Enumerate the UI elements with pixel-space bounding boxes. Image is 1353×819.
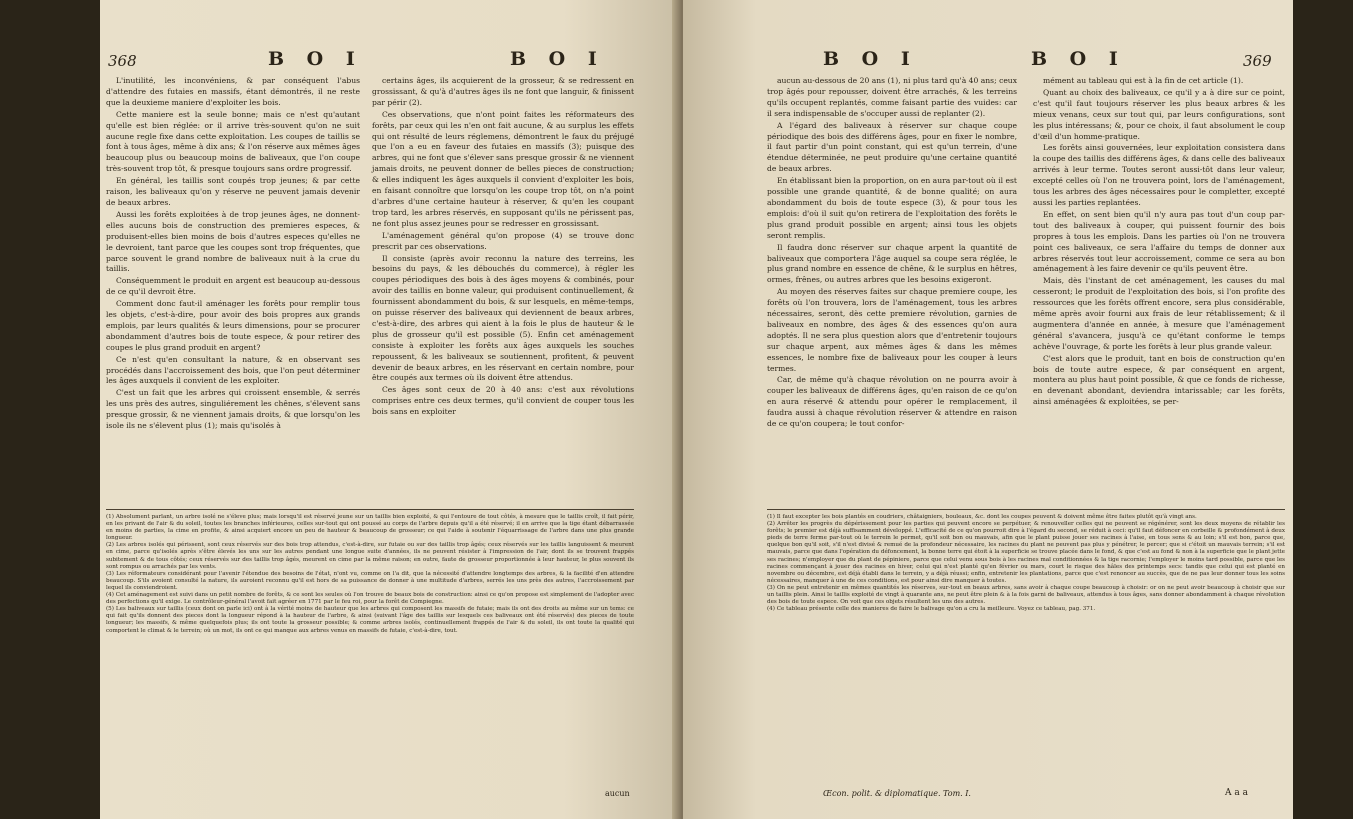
page-number-left: 368 [108,52,137,70]
text-column-left-1 [106,76,360,433]
running-head: B O I [268,48,363,70]
paragraph: Au moyen des réserves faites sur chaque premiere coupe, les forêts où l'on trouvera, lors de l'aménagement, tous les arbres nécessaires, seront, dès cette premiere révolution, garnies de baliveaux en nombre, des âges & des essences qu'on aura adoptés. Il ne sera plus question alors que d'entretenir toujours sur chaque arpent, aux mêmes âges & dans les mêmes essences, le nombre fixe de baliveaux pour les couper à leurs termes. [767,287,1017,373]
paragraph: Mais, dès l'instant de cet aménagement, les causes du mal cesseront; le produit de l'exploitation des bois, si l'on profite des ressources que les forêts offrent encore, sera plus considérable, même après avoir fourni aux frais de leur rétablissement; & il augmentera d'année en année, à mesure que l'aménagement général s'avancera, jusqu'à ce qu'étant conforme le temps achève l'ouvrage, & porte les forêts à leur plus grande valeur. [1033,276,1285,351]
footnotes-right [767,514,1285,613]
text-column-left-2 [372,76,634,419]
paragraph: Il consiste (après avoir reconnu la nature des terreins, les besoins du pays, & les débouchés du commerce), à régler les coupes périodiques des bois à des âges moyens & combinés, pour avoir des taillis en bonne valeur, qui produisent continuellement, & fournissent abondamment du bois, & sur lesquels, en même-temps, on puisse réserver des baliveaux qui deviennent de beaux arbres, c'est-à-dire, des arbres qui aient à la fois le plus de hauteur & le plus de grosseur qu'il est possible (5). Enfin cet aménagement consiste à exploiter les forêts aux âges auxquels les souches repoussent, & les baliveaux se soutiennent, profitent, & peuvent devenir de beaux arbres, en les réservant en certain nombre, pour être coupés aux termes où ils doivent être attendus. [372,253,634,383]
paragraph: C'est un fait que les arbres qui croissent ensemble, & serrés les uns près des autres, singuliérement les chênes, s'élevent sans presque grossir, & ne viennent jamais droits, & que lorsqu'on les isole ils ne s'élevent plus (1); mais qu'isolés à [106,388,360,431]
text-column-right-1 [767,76,1017,431]
paragraph: Cette maniere est la seule bonne; mais ce n'est qu'autant qu'elle est bien réglée: or il arrive très-souvent qu'on ne suit aucune regle fixe dans cette exploitation. Les coupes de taillis se font à tous âges, même à dix ans; & l'on réserve aux mêmes âges beaucoup plus ou beaucoup moins de baliveaux, que l'on coupe très-souvent trop tôt, & presque toujours sans ordre progressif. [106,109,360,174]
footnote: (1) Il faut excepter les bois plantés en coudriers, châtaigniers, bouleaux, &c. dont les coupes peuvent & doivent même être faites plutôt qu'à vingt ans. [767,514,1197,520]
paragraph: Aussi les forêts exploitées à de trop jeunes âges, ne donnent-elles aucuns bois de construction des premieres especes, & produisent-elles bien moins de bois d'autres especes qu'elles ne le devroient, tant parce que les coupes sont trop fréquentes, que parce souvent le grand nombre de baliveaux nuit à la crue du taillis. [106,209,360,274]
footnotes-left [106,514,634,635]
text-column-right-2 [1033,76,1285,409]
paragraph: Ces âges sont ceux de 20 à 40 ans: c'est aux révolutions comprises entre ces deux termes, qu'il convient de couper tous les bois sans en exploiter [372,385,634,417]
footnote: (2) Les arbres isolés qui périssent, sont ceux réservés sur des bois trop attendus, c'est-à-dire, sur futaie ou sur des taillis trop âgés; ceux réservés sur les taillis languissent & meurent en cime, parce qu'isolés après s'être élevés les uns sur les autres pendant une longue suite d'années, ils ne peuvent résister à l'impression de l'air, dont ils se trouvent frappés subitement & de tous côtés; ceux réservés sur des taillis trop âgés, meurent en cime par la même raison; en outre, faute de grosseur proportionnée à leur hauteur, le plus souvent ils sont rompus ou arrachés par les vents. [106,542,634,570]
footnote: (5) Les baliveaux sur taillis (ceux dont on parle ici) ont à la vérité moins de hauteur que les arbres qui composent les massifs de futaie; mais ils ont des droits au même sur un tems: ce qui fait qu'ils donnent des pieces dont la longueur répond à la hauteur de l'arbre, & ainsi (suivant l'âge des taillis sur lesquels ces baliveaux ont été réservés) des pieces de toute longueur; les massifs, & même quelquefois plus; ils ont toute la grosseur possible; & comme arbres isolés, continuellement frappés de l'air & du soleil, ils ont toute la qualité qui comportent le climat & le terrein; où un mot, ils ont ce qui manque aux arbres venus en massifs de futaie, c'est-à-dire, tout. [106,606,634,634]
footnote: (3) Les réformateurs considérant pour l'avenir l'étendue des besoins de l'état, n'ont vu, comme on l'a dit, que la nécessité d'attendre longtemps des arbres, & la facilité d'en attendre beaucoup. S'ils avoient consulté la nature, ils auroient reconnu qu'il est hors de sa puissance de donner à une multitude d'arbres, serrés les uns près des autres, l'accroissement par lequel ils conviendroient. [106,570,634,591]
page-number-right: 369 [1243,52,1272,70]
footnote: (1) Absolument parlant, un arbre isolé ne s'éleve plus; mais lorsqu'il est réservé jeune sur un taillis bien exploité, & qui l'entoure de tout côtés, à mesure que le taillis croît, il fait périr, en les privant de l'air & du soleil, toutes les branches inférieures, celles sur-tout qui ont poussé au corps de l'arbre depuis qu'il a été réservé; il en arrive que la tige étant débarrassée en moins de parties, la cime en profite, & ainsi acquiert encore un peu de hauteur & beaucoup de grosseur; ce qui l'aide à soutenir l'équarrissage de l'arbre dans une plus grande longueur. [106,514,634,542]
running-head: B O I [1031,48,1126,70]
running-head: B O I [823,48,918,70]
footnote: (4) Ce tableau présente celle des manieres de faire le balivage qu'on a cru la meilleure. Voyez ce tableau, pag. 371. [767,606,1096,613]
paragraph: En effet, on sent bien qu'il n'y aura pas tout d'un coup par-tout des baliveaux à couper, qui puissent fournir des bois propres à tous les emplois. Dans les parties où l'on ne trouvera point ces baliveaux, ce sera l'affaire du temps de donner aux arbres réservés tout leur accroissement, comme ce sera au bon aménagement à les faire devenir ce qu'ils peuvent être. [1033,209,1285,274]
footnote: (4) Cet aménagement est suivi dans un petit nombre de forêts, & ce sont les seules où l'on trouve de beaux bois de construction: ainsi ce qu'on propose est simplement de l'adopter avec des perfections qu'il exige. Le contrôleur-général l'avoit fait agréer en 1771 par le feu roi, pour la forêt de Compiegne. [106,592,634,606]
paragraph: En général, les taillis sont coupés trop jeunes; & par cette raison, les baliveaux qu'on y réserve ne peuvent jamais devenir de beaux arbres. [106,176,360,207]
signature-mark: A a a [1225,788,1248,798]
paragraph: Conséquemment le produit en argent est beaucoup au-dessous de ce qu'il devroit être. [106,276,360,297]
paragraph: L'inutilité, les inconvéniens, & par conséquent l'abus d'attendre des futaies en massifs, étant démontrés, il ne reste que la deuxieme maniere d'exploiter les bois. [106,76,360,107]
paragraph: Ce n'est qu'en consultant la nature, & en observant ses procédés dans l'accroissement des bois, que l'on peut déterminer les âges auxquels il convient de les exploiter. [106,354,360,386]
footnote-rule [767,509,1285,510]
left-page [100,0,680,819]
signature-line: Œcon. polit. & diplomatique. Tom. I. [823,789,971,798]
paragraph: Comment donc faut-il aménager les forêts pour remplir tous les objets, c'est-à-dire, pour avoir des bois propres aux grands emplois, par leurs qualités & leurs dimensions, pour se procurer abondamment d'autres bois de toute espece, & pour retirer des coupes le plus grand produit en argent? [106,299,360,352]
paragraph: C'est alors que le produit, tant en bois de construction qu'en bois de toute autre espece, & par conséquent en argent, montera au plus haut point possible, & que ce fonds de richesse, en devenant abondant, deviendra intarissable; car les forêts, ainsi aménagées & exploitées, se per- [1033,353,1285,407]
paragraph: mément au tableau qui est à la fin de cet article (1). [1043,76,1244,85]
catchword: aucun [605,789,630,798]
paragraph: En établissant bien la proportion, on en aura par-tout où il est possible une grande quantité, & de bonne qualité; on aura abondamment du bois de toute espece (3), & pour tous les emplois: d'où il suit qu'on retirera de l'exploitation des forêts le plus grand produit possible en argent; ainsi tous les objets seront remplis. [767,176,1017,240]
paragraph: certains âges, ils acquierent de la grosseur, & se redressent en grossissant, & qu'à d'autres âges ils ne font que languir, & finissent par périr (2). [372,76,634,107]
paragraph: L'aménagement général qu'on propose (4) se trouve donc prescrit par ces observations. [372,230,634,251]
paragraph: Ces observations, que n'ont point faites les réformateurs des forêts, par ceux qui les n'en ont fait aucune, & au surplus les effets qui ont résulté de leurs réglemens, démontrent le faux du préjugé que l'on a eu en faveur des futaies en massifs (3); puisque des arbres, qui ne font que s'élever sans presque grossir & ne viennent jamais droits, ne peuvent donner de belles pieces de construction; & elles indiquent les âges auxquels il convient d'exploiter les bois, en faisant connoître que lorsqu'on les coupe trop tôt, on n'a point d'arbres d'une certaine hauteur à réserver, & qu'en les coupant trop tard, les arbres réservés, en supposant qu'ils ne périssent pas, ne font plus assez jeunes pour se redresser en grossissant. [372,109,634,228]
footnote: (2) Arrêter les progrès du dépérissement pour les parties qui peuvent encore se perpétuer, & renouveller celles qui ne peuvent se régénérer, sont les deux moyens de rétablir les forêts; le premier est déjà suffisamment développé. L'efficacité de ce qu'on pourroit dire à l'égard du second, se réduit à ceci: qu'il faut défoncer en corbeille & profondément à deux pieds de terre ferme par-tout où le terrein le permet, qu'il soit bon ou mauvais, afin que le plant puisse jouer ses racines à l'aise, en tous sens & au loin; s'il est bon, parce que, quelque bon qu'il soit, s'il n'est divisé & remué de la profondeur nécessaire, les racines du plant ne peuvent pas plus y pénétrer, le percer; que si c'étoit un mauvais terrein; s'il est mauvais, parce que dans l'opération du défoncement, la bonne terre qui étoit à la superficie se trouve placée dans le fond, & que c'est au fond & non à la superficie que le plant jette ses racines; n'employer que du plant de pépiniere, parce que celui venu sous bois à les racines mal conditionnées & la tige racornie; l'employer le moins tard possible, parce que les racines commençant à jouer des racines en hiver, celui qui n'est planté qu'en février ou mars, court le risque des hâles des printemps secs: tandis que celui qui est planté en novembre ou décembre, est déjà établi dans le terrein, y a déjà réussi; enfin, entretenir les plantations, parce que c'est renoncer au succès, que de ne pas leur donner tous les soins nécessaires, manquer à une de ces conditions, est pour ainsi dire manquer à toutes. [767,521,1285,584]
paragraph: Car, de même qu'à chaque révolution on ne pourra avoir à couper les baliveaux de différens âges, qu'en raison de ce qu'on en aura réservé & attendu pour opérer le remplacement, il faudra aussi à chaque révolution réserver & attendre en raison de ce qu'on coupera; le tout confor- [767,375,1017,429]
footnote-rule [106,509,634,510]
paragraph: Les forêts ainsi gouvernées, leur exploitation consistera dans la coupe des taillis des différens âges, & dans celle des baliveaux arrivés à leur terme. Toutes seront aussi-tôt dans leur valeur, excepté celles où l'on ne trouvera point, lors de l'aménagement, tous les arbres des âges nécessaires pour le completter, excepté aussi les parties replantées. [1033,143,1285,207]
paragraph: Il faudra donc réserver sur chaque arpent la quantité de baliveaux que comportera l'âge auquel sa coupe sera réglée, le plus grand nombre en essence de chêne, & le surplus en hêtres, ormes, frênes, ou autres arbres que les besoins exigeront. [767,242,1017,285]
running-head: B O I [510,48,605,70]
footnote: (3) On ne peut entretenir en mêmes quantités les réserves, sur-tout en beaux arbres, sans avoir à chaque coupe beaucoup à choisir: or on ne peut avoir beaucoup à choisir que sur un taillis plein. Ainsi le taillis exploité de vingt à quarante ans, ne peut être plein & à la fois garni de baliveaux, attendus à tous âges, sans donner abondamment à chaque révolution des bois de toute espece. On voit que ces objets résultent les uns des autres. [767,584,1285,606]
right-page [683,0,1293,819]
paragraph: Quant au choix des baliveaux, ce qu'il y a à dire sur ce point, c'est qu'il faut toujours réserver les plus beaux arbres & les mieux venans, ceux sur tout qui, par leurs configurations, sont les plus intéressans; &, pour ce choix, il faut absolument le coup d'œil d'un homme-pratique. [1033,87,1285,141]
paragraph: aucun au-dessous de 20 ans (1), ni plus tard qu'à 40 ans; ceux trop âgés pour repousser, doivent être arrachés, & les terreins qu'ils occupent replantés, comme faisant partie des vuides: car il sera indispensable de s'occuper aussi de replanter (2). [767,76,1017,118]
paragraph: A l'égard des baliveaux à réserver sur chaque coupe périodique des bois des différens âges, pour en fixer le nombre, il faut partir d'un point constant, qui est qu'un terrein, d'une étendue déterminée, ne peut produire qu'une certaine quantité de beaux arbres. [767,120,1017,174]
